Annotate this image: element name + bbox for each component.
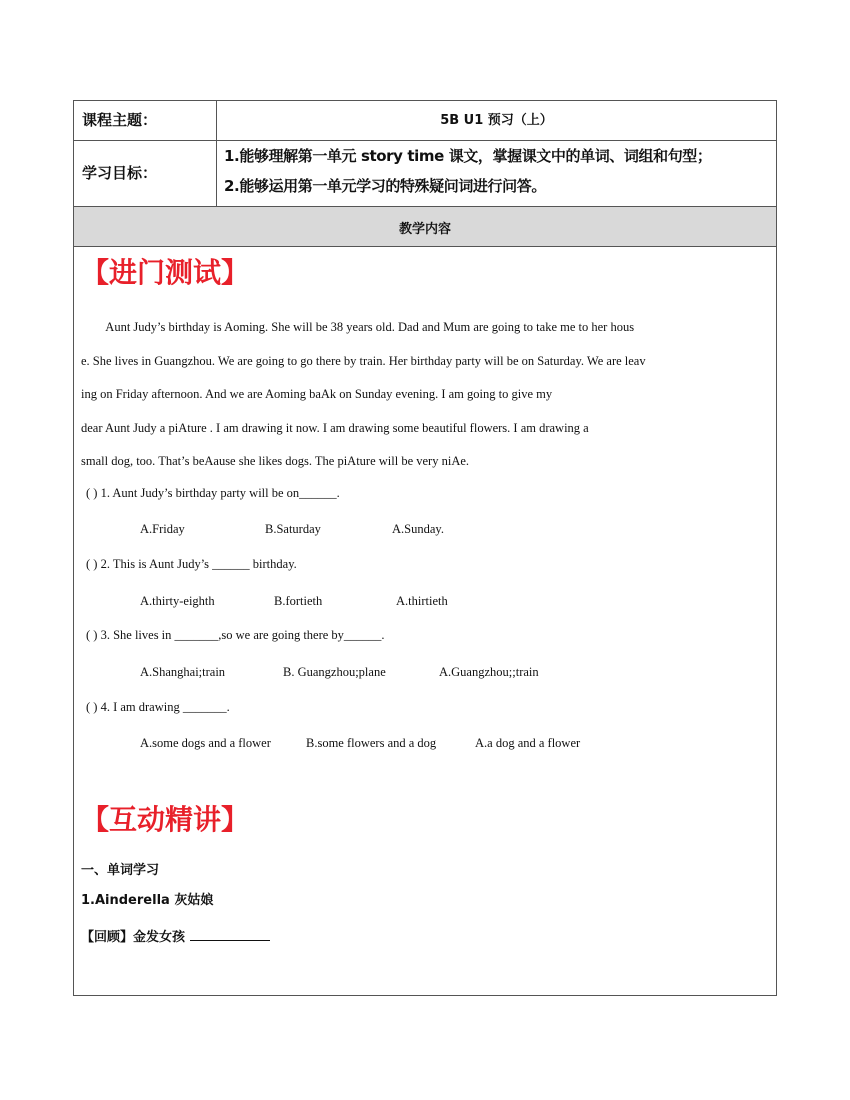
reading-passage [81, 311, 749, 479]
passage-line: ing on Friday afternoon. And we are Aoming baAk on Sunday evening. I am going to give my [81, 387, 553, 401]
goal-row [74, 141, 776, 207]
topic-row [74, 101, 776, 141]
subsection-title: 一、单词学习 [81, 863, 160, 878]
question-option: A.thirtieth [396, 594, 448, 608]
content-title: 教学内容 [398, 222, 451, 237]
question-stem: ( ) 4. I am drawing _______. [86, 700, 230, 714]
question-option: A.Guangzhou;;train [439, 665, 539, 679]
passage-line: e. She lives in Guangzhou. We are going to go there by train. Her birthday party will be on Saturday. We are leav [81, 353, 646, 368]
vocab-word: 1.Ainderella 灰姑娘 [81, 893, 214, 908]
passage-line: dear Aunt Judy a piAture . I am drawing it now. I am drawing some beautiful flowers. I am drawing a [81, 420, 589, 435]
section-heading-entry-test: 【进门测试】 [81, 256, 250, 289]
question-option: A.some dogs and a flower [140, 736, 271, 750]
question-option: A.thirty-eighth [140, 594, 215, 608]
topic-value: 5B U1 预习（上） [440, 113, 553, 128]
question-option: A.Friday [140, 522, 185, 536]
question-option: B.some flowers and a dog [306, 736, 437, 750]
answer-blank [190, 928, 270, 941]
column-divider [216, 101, 217, 207]
goal-item: 1.能够理解第一单元 story time 课文，掌握课文中的单词、词组和句型； [224, 147, 712, 165]
question-option: A.a dog and a flower [475, 736, 581, 750]
question-option: B.fortieth [274, 594, 323, 608]
goal-label: 学习目标： [82, 164, 158, 182]
topic-label: 课程主题： [82, 111, 158, 129]
section-heading-interactive: 【互动精讲】 [81, 803, 250, 836]
content-title-row [74, 207, 776, 247]
question-option: B. Guangzhou;plane [283, 665, 386, 679]
review-label: 【回顾】金发女孩 [81, 930, 186, 945]
question-stem: ( ) 3. She lives in _______,so we are going there by______. [86, 628, 385, 642]
goal-item: 2.能够运用第一单元学习的特殊疑问词进行问答。 [224, 177, 546, 195]
passage-line: Aunt Judy’s birthday is Aoming. She will be 38 years old. Dad and Mum are going to take me to her hous [81, 320, 635, 334]
question-option: A.Shanghai;train [140, 665, 226, 679]
passage-line: small dog, too. That’s beAause she likes dogs. The piAture will be very niAe. [81, 454, 470, 468]
question-option: B.Saturday [265, 522, 321, 536]
lesson-table [73, 100, 777, 996]
question-option: A.Sunday. [392, 522, 444, 536]
question-stem: ( ) 2. This is Aunt Judy’s ______ birthday. [86, 557, 297, 571]
review-line [81, 926, 270, 945]
question-stem: ( ) 1. Aunt Judy’s birthday party will be on______. [86, 486, 340, 500]
